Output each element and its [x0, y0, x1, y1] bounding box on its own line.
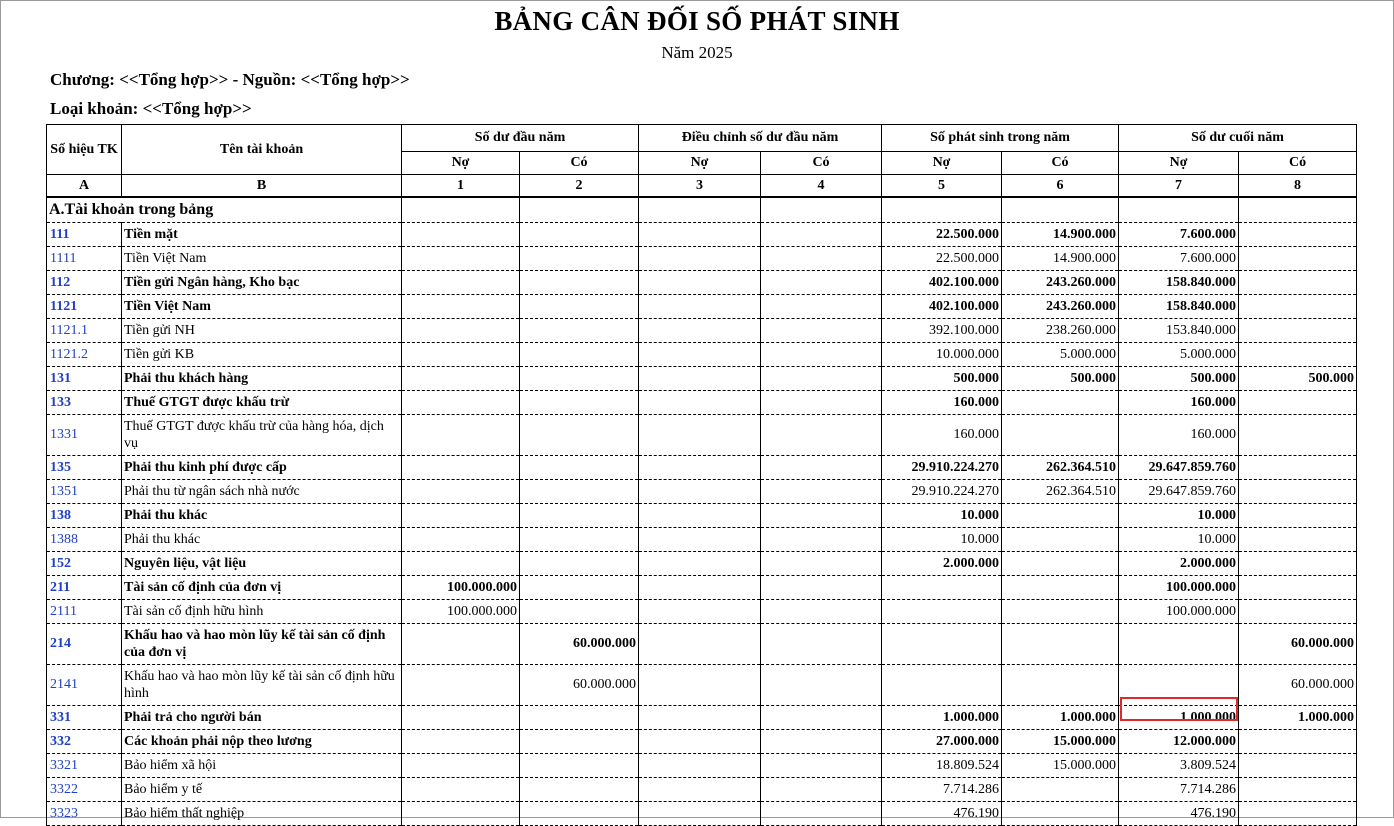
- account-code-link[interactable]: 2111: [47, 600, 122, 624]
- account-name: Thuế GTGT được khấu trừ của hàng hóa, dịch vụ: [122, 415, 402, 456]
- account-name: Phải thu khác: [122, 528, 402, 552]
- table-row: [47, 624, 1357, 665]
- amount-cell: [1002, 624, 1119, 665]
- amount-cell: [761, 778, 882, 802]
- amount-cell: 243.260.000: [1002, 295, 1119, 319]
- amount-cell: [1239, 319, 1357, 343]
- item-type-line: Loại khoản: <<Tổng hợp>>: [50, 99, 252, 118]
- amount-cell: [639, 367, 761, 391]
- header-credit: Có: [761, 152, 882, 175]
- table-row: [47, 295, 1357, 319]
- amount-cell: [1239, 778, 1357, 802]
- amount-cell: 10.000: [1119, 504, 1239, 528]
- amount-cell: [761, 504, 882, 528]
- amount-cell: [1239, 271, 1357, 295]
- amount-cell: 160.000: [882, 415, 1002, 456]
- header-credit: Có: [1002, 152, 1119, 175]
- header-debit: Nợ: [402, 152, 520, 175]
- account-code-link[interactable]: 135: [47, 456, 122, 480]
- amount-cell: [402, 367, 520, 391]
- account-name: Phải thu khách hàng: [122, 367, 402, 391]
- table-row: [47, 367, 1357, 391]
- amount-cell: [520, 343, 639, 367]
- amount-cell: [639, 802, 761, 826]
- amount-cell: [639, 706, 761, 730]
- account-code-link[interactable]: 1331: [47, 415, 122, 456]
- amount-cell: [1239, 754, 1357, 778]
- amount-cell: [761, 576, 882, 600]
- amount-cell: 1.000.000: [1119, 706, 1239, 730]
- amount-cell: [520, 415, 639, 456]
- account-code-link[interactable]: 133: [47, 391, 122, 415]
- amount-cell: [1239, 576, 1357, 600]
- amount-cell: [520, 271, 639, 295]
- amount-cell: [639, 528, 761, 552]
- amount-cell: [1239, 295, 1357, 319]
- account-code-link[interactable]: 138: [47, 504, 122, 528]
- header-opening-adjustment: Điều chỉnh số dư đầu năm: [639, 125, 882, 152]
- account-name: Tài sản cố định của đơn vị: [122, 576, 402, 600]
- amount-cell: 160.000: [1119, 415, 1239, 456]
- table-row: [47, 528, 1357, 552]
- amount-cell: [1239, 802, 1357, 826]
- amount-cell: [402, 223, 520, 247]
- account-name: Tài sản cố định hữu hình: [122, 600, 402, 624]
- amount-cell: [402, 247, 520, 271]
- amount-cell: [402, 391, 520, 415]
- header-debit: Nợ: [639, 152, 761, 175]
- amount-cell: [1002, 600, 1119, 624]
- amount-cell: 29.647.859.760: [1119, 456, 1239, 480]
- amount-cell: 402.100.000: [882, 271, 1002, 295]
- amount-cell: 7.600.000: [1119, 247, 1239, 271]
- amount-cell: [1239, 456, 1357, 480]
- amount-cell: [1239, 391, 1357, 415]
- amount-cell: [639, 504, 761, 528]
- amount-cell: [402, 624, 520, 665]
- account-code-link[interactable]: 3321: [47, 754, 122, 778]
- amount-cell: [639, 247, 761, 271]
- amount-cell: [520, 706, 639, 730]
- account-name: Thuế GTGT được khấu trừ: [122, 391, 402, 415]
- account-code-link[interactable]: 1351: [47, 480, 122, 504]
- amount-cell: [1239, 600, 1357, 624]
- account-code-link[interactable]: 211: [47, 576, 122, 600]
- amount-cell: 29.910.224.270: [882, 456, 1002, 480]
- amount-cell: [520, 528, 639, 552]
- account-name: Tiền mặt: [122, 223, 402, 247]
- table-row: [47, 319, 1357, 343]
- amount-cell: 27.000.000: [882, 730, 1002, 754]
- amount-cell: [1239, 223, 1357, 247]
- table-row: [47, 778, 1357, 802]
- amount-cell: 14.900.000: [1002, 247, 1119, 271]
- amount-cell: [639, 778, 761, 802]
- amount-cell: [639, 271, 761, 295]
- amount-cell: [882, 665, 1002, 706]
- amount-cell: [402, 456, 520, 480]
- account-name: Bảo hiểm thất nghiệp: [122, 802, 402, 826]
- amount-cell: [1239, 730, 1357, 754]
- amount-cell: 22.500.000: [882, 223, 1002, 247]
- table-row: [47, 343, 1357, 367]
- header-period-movement: Số phát sinh trong năm: [882, 125, 1119, 152]
- amount-cell: [639, 576, 761, 600]
- header-index-cell: 5: [882, 175, 1002, 198]
- amount-cell: [761, 754, 882, 778]
- amount-cell: [639, 600, 761, 624]
- account-name: Phải trả cho người bán: [122, 706, 402, 730]
- report-year: Năm 2025: [661, 43, 733, 62]
- amount-cell: [402, 665, 520, 706]
- amount-cell: [402, 480, 520, 504]
- header-opening-balance: Số dư đầu năm: [402, 125, 639, 152]
- amount-cell: [1002, 778, 1119, 802]
- amount-cell: 3.809.524: [1119, 754, 1239, 778]
- account-name: Khấu hao và hao mòn lũy kế tài sản cố định hữu hình: [122, 665, 402, 706]
- account-code-link[interactable]: 214: [47, 624, 122, 665]
- amount-cell: 18.809.524: [882, 754, 1002, 778]
- table-row: [47, 576, 1357, 600]
- account-code-link[interactable]: 1388: [47, 528, 122, 552]
- header-index-row: [47, 175, 1357, 198]
- account-name: Phải thu từ ngân sách nhà nước: [122, 480, 402, 504]
- header-index-cell: 2: [520, 175, 639, 198]
- account-name: Bảo hiểm xã hội: [122, 754, 402, 778]
- amount-cell: [402, 552, 520, 576]
- account-code-link[interactable]: 1111: [47, 247, 122, 271]
- amount-cell: 60.000.000: [520, 665, 639, 706]
- amount-cell: [1002, 415, 1119, 456]
- header-index-cell: B: [122, 175, 402, 198]
- amount-cell: [520, 295, 639, 319]
- amount-cell: [882, 600, 1002, 624]
- account-name: Tiền gửi KB: [122, 343, 402, 367]
- amount-cell: 1.000.000: [1239, 706, 1357, 730]
- amount-cell: 60.000.000: [1239, 665, 1357, 706]
- amount-cell: 7.714.286: [1119, 778, 1239, 802]
- amount-cell: 7.600.000: [1119, 223, 1239, 247]
- account-code-link[interactable]: 3322: [47, 778, 122, 802]
- amount-cell: [402, 778, 520, 802]
- table-row: [47, 730, 1357, 754]
- amount-cell: [520, 391, 639, 415]
- amount-cell: 10.000: [882, 504, 1002, 528]
- amount-cell: [761, 552, 882, 576]
- header-index-cell: A: [47, 175, 122, 198]
- account-code-link[interactable]: 152: [47, 552, 122, 576]
- amount-cell: [761, 247, 882, 271]
- amount-cell: [402, 319, 520, 343]
- amount-cell: [882, 624, 1002, 665]
- header-index-cell: 8: [1239, 175, 1357, 198]
- amount-cell: [520, 456, 639, 480]
- amount-cell: 14.900.000: [1002, 223, 1119, 247]
- amount-cell: [520, 802, 639, 826]
- amount-cell: [639, 552, 761, 576]
- table-row: [47, 247, 1357, 271]
- table-row: [47, 480, 1357, 504]
- amount-cell: [761, 319, 882, 343]
- amount-cell: [520, 576, 639, 600]
- amount-cell: [639, 480, 761, 504]
- header-closing-balance: Số dư cuối năm: [1119, 125, 1357, 152]
- amount-cell: [520, 778, 639, 802]
- amount-cell: 500.000: [1119, 367, 1239, 391]
- amount-cell: [639, 223, 761, 247]
- amount-cell: [1002, 391, 1119, 415]
- account-name: Phải thu khác: [122, 504, 402, 528]
- header-account-name: Tên tài khoản: [122, 125, 402, 175]
- amount-cell: [1239, 552, 1357, 576]
- amount-cell: [761, 730, 882, 754]
- section-row: [47, 197, 1357, 223]
- header-debit: Nợ: [882, 152, 1002, 175]
- table-row: [47, 415, 1357, 456]
- amount-cell: [1239, 247, 1357, 271]
- amount-cell: 5.000.000: [1119, 343, 1239, 367]
- amount-cell: 1.000.000: [1002, 706, 1119, 730]
- amount-cell: 392.100.000: [882, 319, 1002, 343]
- amount-cell: [1002, 576, 1119, 600]
- highlight-box: [1120, 697, 1238, 721]
- amount-cell: 22.500.000: [882, 247, 1002, 271]
- amount-cell: 402.100.000: [882, 295, 1002, 319]
- header-credit: Có: [1239, 152, 1357, 175]
- amount-cell: [761, 343, 882, 367]
- account-name: Tiền Việt Nam: [122, 295, 402, 319]
- amount-cell: [882, 576, 1002, 600]
- amount-cell: [402, 754, 520, 778]
- amount-cell: [520, 367, 639, 391]
- amount-cell: 7.714.286: [882, 778, 1002, 802]
- amount-cell: 262.364.510: [1002, 456, 1119, 480]
- amount-cell: [1239, 480, 1357, 504]
- account-code-link[interactable]: 2141: [47, 665, 122, 706]
- amount-cell: [402, 271, 520, 295]
- table-row: [47, 271, 1357, 295]
- amount-cell: 12.000.000: [1119, 730, 1239, 754]
- amount-cell: 262.364.510: [1002, 480, 1119, 504]
- amount-cell: 158.840.000: [1119, 295, 1239, 319]
- amount-cell: [639, 665, 761, 706]
- amount-cell: [639, 456, 761, 480]
- amount-cell: [761, 295, 882, 319]
- account-code-link[interactable]: 331: [47, 706, 122, 730]
- amount-cell: [402, 528, 520, 552]
- amount-cell: 2.000.000: [882, 552, 1002, 576]
- header-index-cell: 6: [1002, 175, 1119, 198]
- account-code-link[interactable]: 131: [47, 367, 122, 391]
- account-name: Tiền gửi NH: [122, 319, 402, 343]
- amount-cell: [1002, 528, 1119, 552]
- amount-cell: [520, 754, 639, 778]
- amount-cell: 153.840.000: [1119, 319, 1239, 343]
- amount-cell: 5.000.000: [1002, 343, 1119, 367]
- amount-cell: [639, 730, 761, 754]
- amount-cell: [402, 504, 520, 528]
- amount-cell: 238.260.000: [1002, 319, 1119, 343]
- account-name: Tiền gửi Ngân hàng, Kho bạc: [122, 271, 402, 295]
- amount-cell: [639, 391, 761, 415]
- amount-cell: [761, 802, 882, 826]
- amount-cell: [520, 480, 639, 504]
- amount-cell: 100.000.000: [1119, 576, 1239, 600]
- amount-cell: [761, 706, 882, 730]
- amount-cell: [639, 295, 761, 319]
- chapter-source-line: Chương: <<Tổng hợp>> - Nguồn: <<Tổng hợp>>: [50, 70, 410, 89]
- account-code-link[interactable]: 111: [47, 223, 122, 247]
- header-index-cell: 7: [1119, 175, 1239, 198]
- amount-cell: 500.000: [882, 367, 1002, 391]
- amount-cell: [402, 802, 520, 826]
- amount-cell: 160.000: [882, 391, 1002, 415]
- amount-cell: [639, 754, 761, 778]
- amount-cell: 10.000.000: [882, 343, 1002, 367]
- amount-cell: [761, 415, 882, 456]
- amount-cell: 2.000.000: [1119, 552, 1239, 576]
- amount-cell: [520, 319, 639, 343]
- amount-cell: [639, 415, 761, 456]
- table-row: [47, 754, 1357, 778]
- account-name: Các khoản phải nộp theo lương: [122, 730, 402, 754]
- account-code-link[interactable]: 3323: [47, 802, 122, 826]
- amount-cell: [520, 504, 639, 528]
- report-title: BẢNG CÂN ĐỐI SỐ PHÁT SINH: [494, 6, 900, 36]
- table-row: [47, 504, 1357, 528]
- amount-cell: 15.000.000: [1002, 730, 1119, 754]
- amount-cell: [1002, 665, 1119, 706]
- header-debit: Nợ: [1119, 152, 1239, 175]
- amount-cell: 1.000.000: [882, 706, 1002, 730]
- amount-cell: [402, 730, 520, 754]
- amount-cell: 10.000: [1119, 528, 1239, 552]
- table-row: [47, 391, 1357, 415]
- amount-cell: [761, 391, 882, 415]
- section-title: A.Tài khoản trong bảng: [47, 197, 402, 223]
- amount-cell: [761, 271, 882, 295]
- amount-cell: [402, 706, 520, 730]
- amount-cell: [1239, 415, 1357, 456]
- amount-cell: [1002, 552, 1119, 576]
- amount-cell: 158.840.000: [1119, 271, 1239, 295]
- amount-cell: [1239, 528, 1357, 552]
- amount-cell: [1119, 624, 1239, 665]
- header-account-code: Số hiệu TK: [47, 125, 122, 175]
- amount-cell: [761, 600, 882, 624]
- amount-cell: 500.000: [1239, 367, 1357, 391]
- table-row: [47, 802, 1357, 826]
- amount-cell: [761, 456, 882, 480]
- amount-cell: 60.000.000: [520, 624, 639, 665]
- amount-cell: [761, 665, 882, 706]
- amount-cell: [402, 295, 520, 319]
- amount-cell: [639, 624, 761, 665]
- table-row: [47, 456, 1357, 480]
- amount-cell: 476.190: [882, 802, 1002, 826]
- amount-cell: [402, 343, 520, 367]
- amount-cell: 100.000.000: [1119, 600, 1239, 624]
- amount-cell: [520, 730, 639, 754]
- amount-cell: [1239, 343, 1357, 367]
- amount-cell: 29.647.859.760: [1119, 480, 1239, 504]
- amount-cell: [639, 343, 761, 367]
- amount-cell: [761, 528, 882, 552]
- account-name: Tiền Việt Nam: [122, 247, 402, 271]
- account-code-link[interactable]: 332: [47, 730, 122, 754]
- amount-cell: [761, 480, 882, 504]
- account-name: Phải thu kinh phí được cấp: [122, 456, 402, 480]
- amount-cell: 15.000.000: [1002, 754, 1119, 778]
- account-name: Khấu hao và hao mòn lũy kế tài sản cố định của đơn vị: [122, 624, 402, 665]
- amount-cell: [761, 624, 882, 665]
- amount-cell: 10.000: [882, 528, 1002, 552]
- amount-cell: [639, 319, 761, 343]
- account-code-link[interactable]: 112: [47, 271, 122, 295]
- header-index-cell: 1: [402, 175, 520, 198]
- account-name: Nguyên liệu, vật liệu: [122, 552, 402, 576]
- amount-cell: [402, 415, 520, 456]
- account-name: Bảo hiểm y tế: [122, 778, 402, 802]
- account-code-link[interactable]: 1121: [47, 295, 122, 319]
- amount-cell: 160.000: [1119, 391, 1239, 415]
- amount-cell: [1002, 504, 1119, 528]
- amount-cell: [761, 367, 882, 391]
- amount-cell: [520, 247, 639, 271]
- header-index-cell: 3: [639, 175, 761, 198]
- amount-cell: 60.000.000: [1239, 624, 1357, 665]
- amount-cell: [1239, 504, 1357, 528]
- amount-cell: [520, 223, 639, 247]
- amount-cell: [520, 600, 639, 624]
- table-row: [47, 223, 1357, 247]
- table-row: [47, 552, 1357, 576]
- amount-cell: 29.910.224.270: [882, 480, 1002, 504]
- table-row: [47, 600, 1357, 624]
- amount-cell: 100.000.000: [402, 576, 520, 600]
- amount-cell: 500.000: [1002, 367, 1119, 391]
- amount-cell: 476.190: [1119, 802, 1239, 826]
- amount-cell: [761, 223, 882, 247]
- account-code-link[interactable]: 1121.2: [47, 343, 122, 367]
- header-index-cell: 4: [761, 175, 882, 198]
- account-code-link[interactable]: 1121.1: [47, 319, 122, 343]
- amount-cell: 100.000.000: [402, 600, 520, 624]
- amount-cell: [520, 552, 639, 576]
- amount-cell: [1002, 802, 1119, 826]
- amount-cell: 243.260.000: [1002, 271, 1119, 295]
- header-credit: Có: [520, 152, 639, 175]
